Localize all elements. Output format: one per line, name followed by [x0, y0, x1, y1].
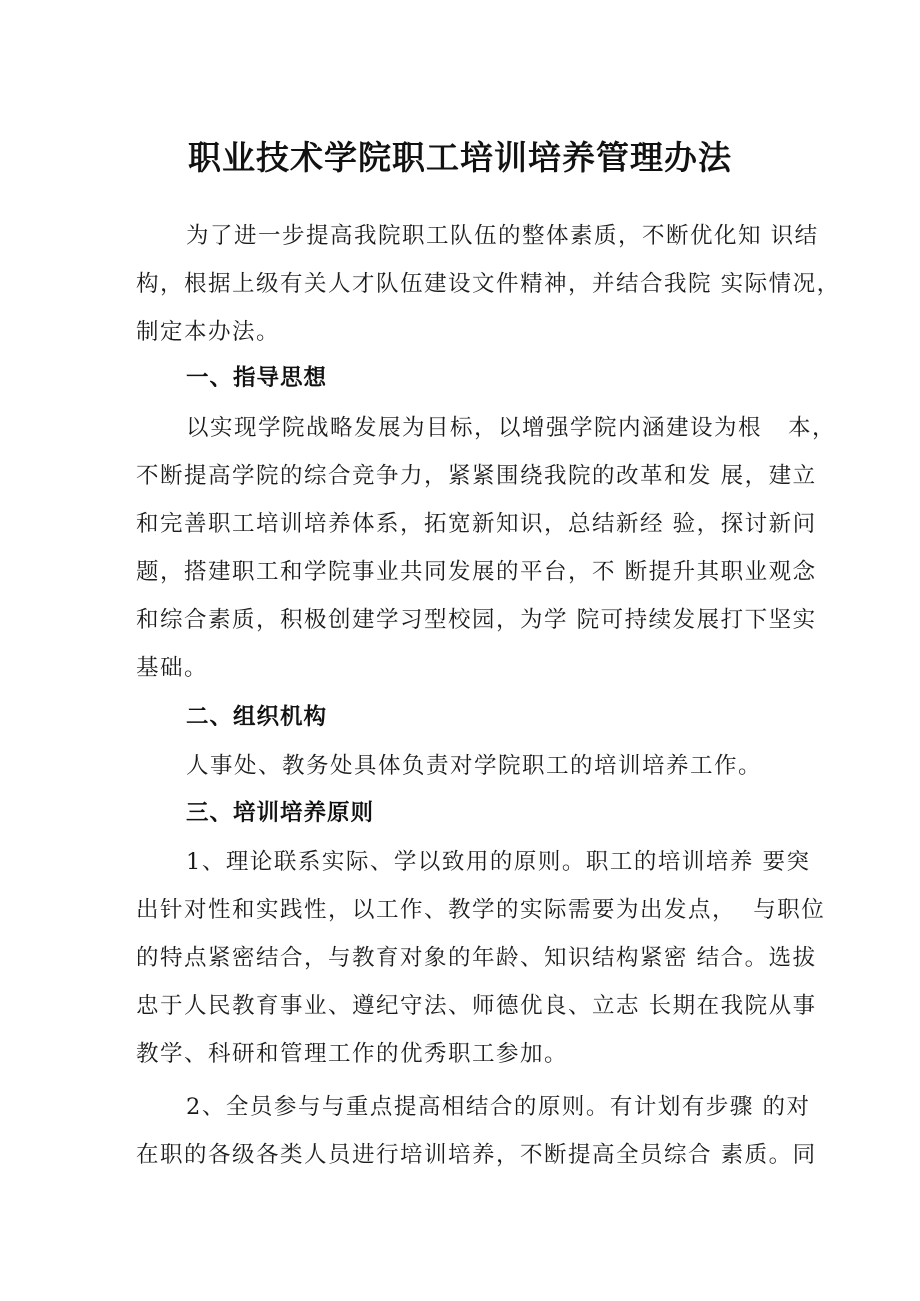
section-heading-principles: 三、培训培养原则 — [186, 800, 375, 826]
principle-item-2 — [136, 1083, 817, 1179]
text-line: 和综合素质，积极创建学习型校园，为学 院可持续发展打下坚实 — [136, 607, 817, 633]
text-line: 和完善职工培训培养体系，拓宽新知识，总结新经 验，探讨新问 — [136, 511, 817, 537]
text-line: 不断提高学院的综合竞争力，紧紧围绕我院的改革和发 展，建立 — [136, 463, 817, 489]
organization-paragraph — [136, 742, 796, 790]
text-line: 1、理论联系实际、学以致用的原则。职工的培训培养 要突 — [186, 849, 811, 875]
text-line: 出针对性和实践性，以工作、教学的实际需要为出发点， 与职位 — [136, 897, 826, 923]
text-line: 教学、科研和管理工作的优秀职工参加。 — [136, 1041, 569, 1067]
intro-paragraph — [136, 212, 841, 356]
text-line: 以实现学院战略发展为目标，以增强学院内涵建设为根 本， — [186, 415, 836, 441]
section-heading-organization: 二、组织机构 — [186, 704, 328, 730]
text-line: 构，根据上级有关人才队伍建设文件精神，并结合我院 实际情况， — [136, 271, 841, 297]
text-line: 在职的各级各类人员进行培训培养，不断提高全员综合 素质。同 — [136, 1142, 817, 1168]
guiding-ideology-paragraph — [136, 404, 836, 692]
document-title: 职业技术学院职工培训培养管理办法 — [188, 138, 732, 177]
text-line: 人事处、教务处具体负责对学院职工的培训培养工作。 — [186, 753, 763, 779]
section-heading-guiding-ideology: 一、指导思想 — [186, 365, 328, 391]
text-line: 基础。 — [136, 655, 209, 681]
text-line: 2、全员参与与重点提高相结合的原则。有计划有步骤 的对 — [186, 1094, 811, 1120]
text-line: 题，搭建职工和学院事业共同发展的平台，不 断提升其职业观念 — [136, 559, 817, 585]
text-line: 的特点紧密结合，与教育对象的年龄、知识结构紧密 结合。选拔 — [136, 945, 817, 971]
text-line: 为了进一步提高我院职工队伍的整体素质，不断优化知 识结 — [186, 223, 819, 249]
text-line: 忠于人民教育事业、遵纪守法、师德优良、立志 长期在我院从事 — [136, 993, 817, 1019]
text-line: 制定本办法。 — [136, 319, 281, 345]
principle-item-1 — [136, 838, 826, 1078]
